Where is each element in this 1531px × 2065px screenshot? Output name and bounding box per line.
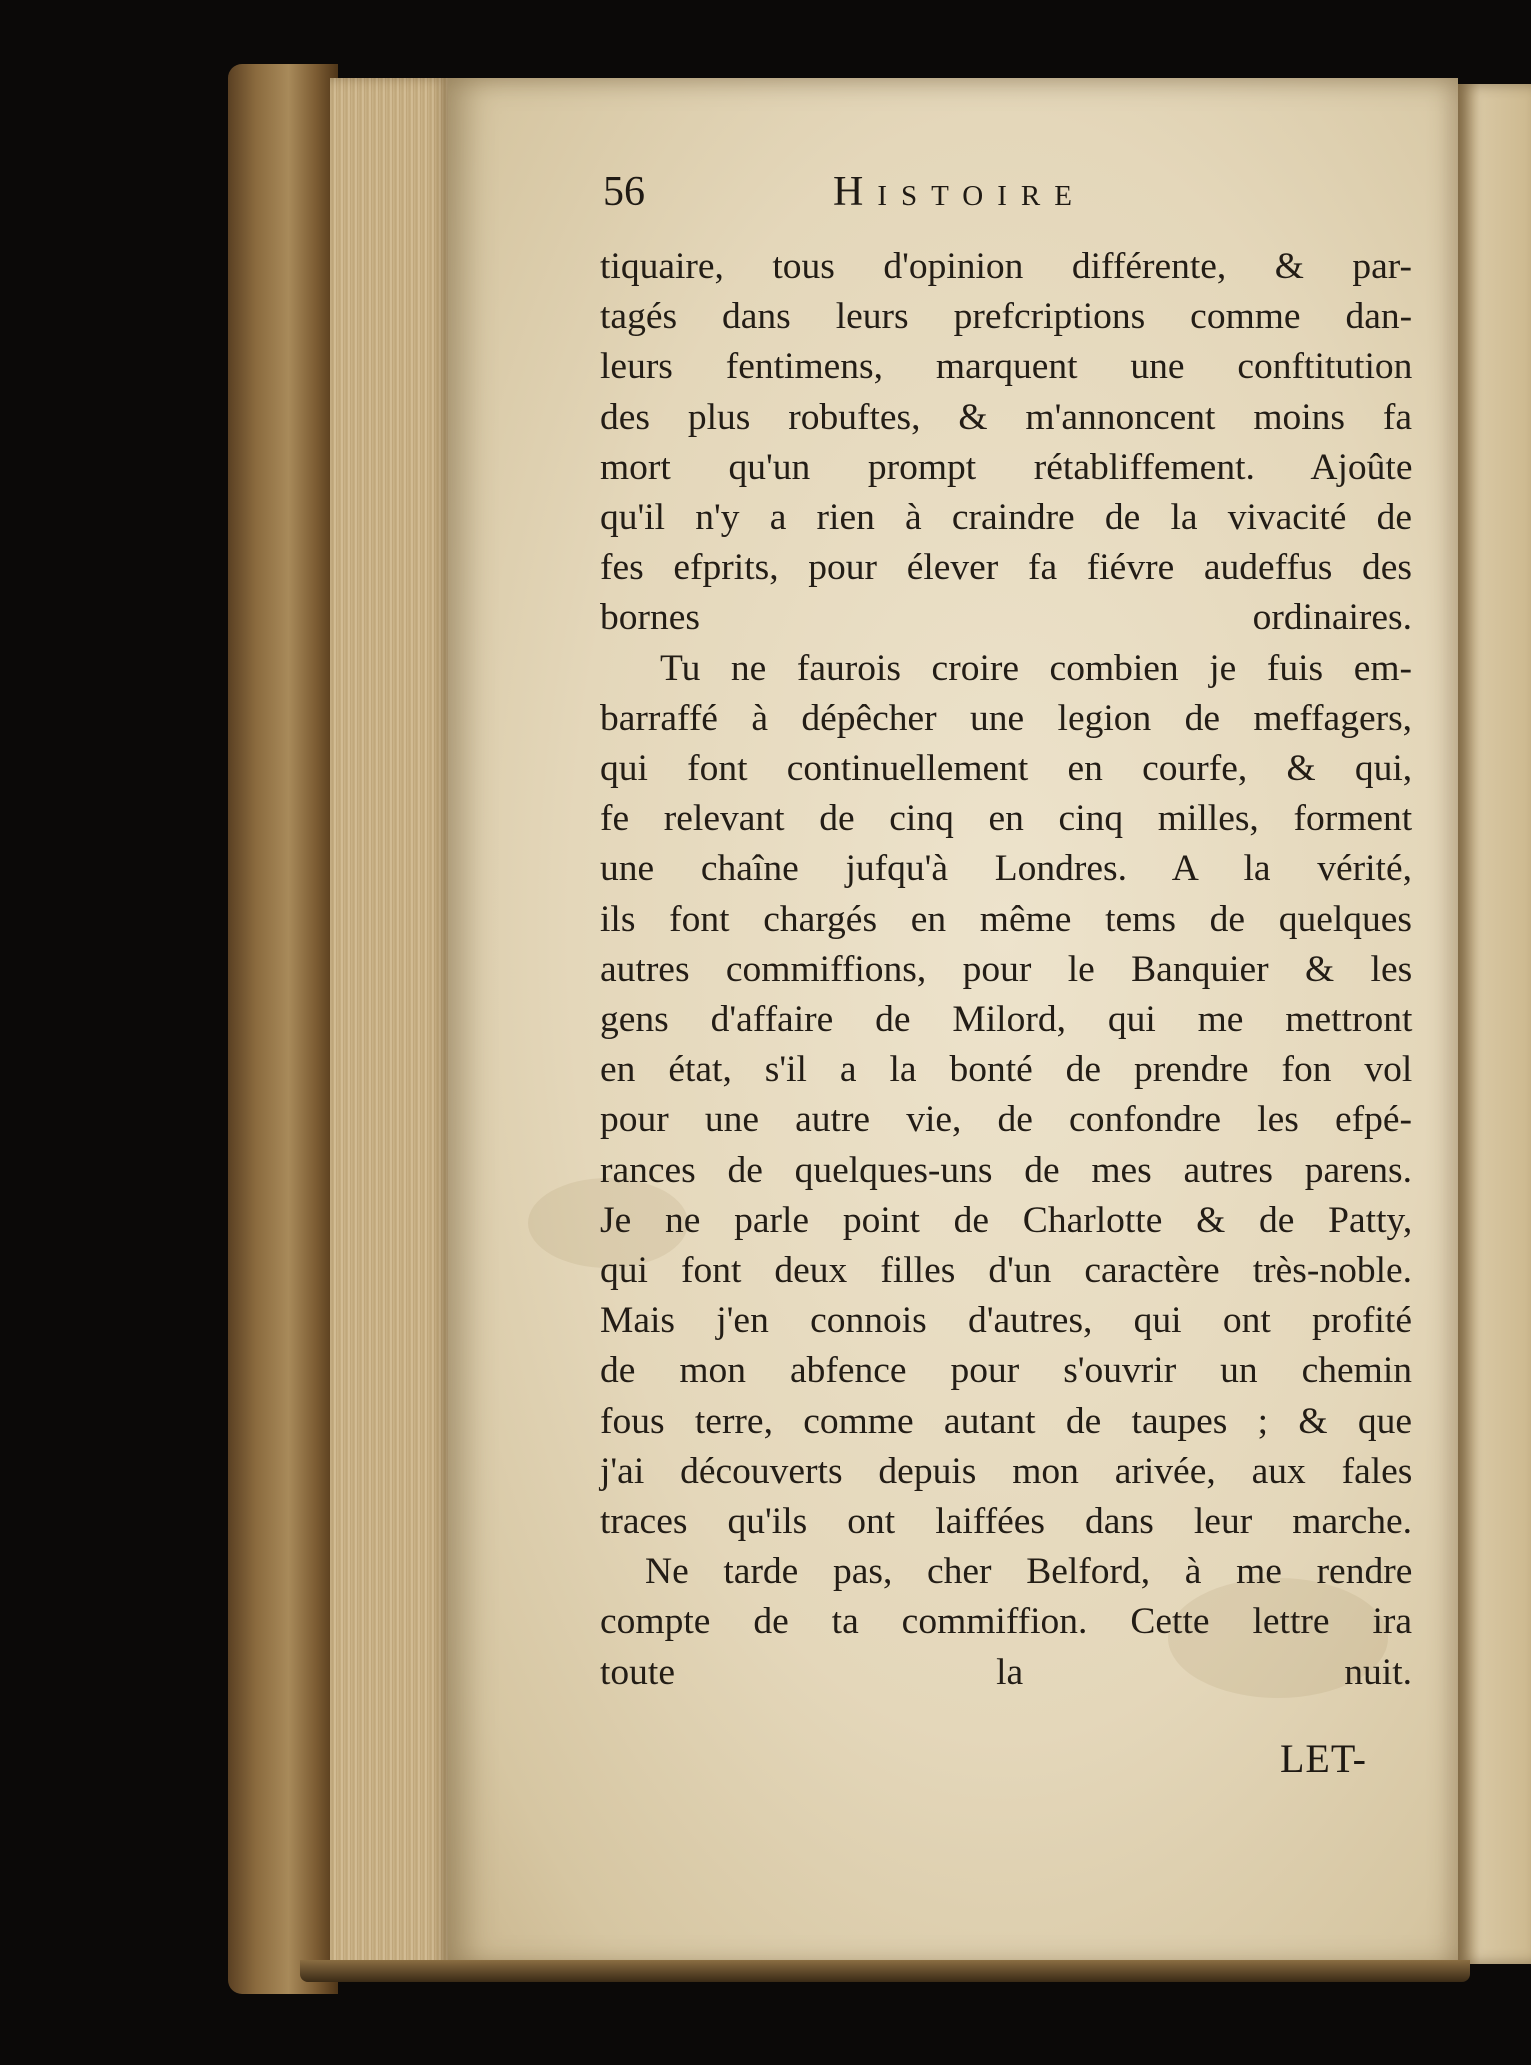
text-line: une chaîne jufqu'à Londres. A la vérité,	[600, 848, 1412, 890]
text-line: fe relevant de cinq en cinq milles, forment	[600, 798, 1413, 840]
text-line: des plus robuftes, & m'annoncent moins fa	[600, 396, 1413, 438]
text-line: qui font deux filles d'un caractère très-noble.	[600, 1250, 1413, 1292]
text-line: toute la nuit.	[600, 1651, 1412, 1693]
text-line: j'ai découverts depuis mon arivée, aux fales	[600, 1450, 1413, 1492]
text-line: rances de quelques-uns de mes autres parens.	[600, 1149, 1412, 1191]
paragraph-1	[600, 242, 1412, 644]
text-line: barraffé à dépêcher une legion de meffagers,	[600, 697, 1413, 739]
text-line: bornes ordinaires.	[600, 597, 1412, 639]
text-line: fous terre, comme autant de taupes ; & que	[600, 1400, 1412, 1442]
text-line: Mais j'en connois d'autres, qui ont profité	[600, 1300, 1412, 1342]
running-title: Histoire	[833, 169, 1086, 215]
body-text	[600, 242, 1412, 1698]
text-line: leurs fentimens, marquent une conftitution	[600, 346, 1413, 388]
page-number: 56	[603, 169, 645, 215]
page-edges	[330, 78, 450, 1978]
page-header	[603, 168, 1413, 228]
text-line: fes efprits, pour élever fa fiévre audeffus des	[600, 547, 1412, 589]
text-line: de mon abfence pour s'ouvrir un chemin	[600, 1350, 1412, 1392]
paragraph-2	[600, 644, 1412, 1548]
text-line: ils font chargés en même tems de quelques	[600, 898, 1412, 940]
text-line: traces qu'ils ont laiffées dans leur marche.	[600, 1501, 1412, 1543]
book-cover-left	[228, 64, 338, 1994]
text-line: pour une autre vie, de confondre les efpé-	[600, 1099, 1412, 1141]
paragraph-3	[600, 1547, 1412, 1698]
book-bottom-edge	[300, 1960, 1470, 1982]
text-line: tiquaire, tous d'opinion différente, & par-	[600, 246, 1412, 287]
text-line: mort qu'un prompt rétabliffement. Ajoûte	[600, 446, 1413, 488]
text-line: Ne tarde pas, cher Belford, à me rendre	[645, 1551, 1413, 1593]
facing-page-edge	[1458, 84, 1531, 1964]
catchword: LET-	[1280, 1736, 1367, 1781]
text-line: gens d'affaire de Milord, qui me mettront	[600, 999, 1413, 1041]
text-line: en état, s'il a la bonté de prendre fon vol	[600, 1049, 1413, 1091]
text-line: qui font continuellement en courfe, & qui,	[600, 748, 1413, 790]
text-line: Je ne parle point de Charlotte & de Patty,	[600, 1199, 1413, 1241]
text-line: compte de ta commiffion. Cette lettre ira	[600, 1601, 1412, 1643]
text-line: tagés dans leurs prefcriptions comme dan-	[600, 296, 1413, 338]
text-line: qu'il n'y a rien à craindre de la vivacité de	[600, 497, 1412, 539]
text-line: Tu ne faurois croire combien je fuis em-	[660, 647, 1412, 689]
text-line: autres commiffions, pour le Banquier & les	[600, 948, 1413, 990]
